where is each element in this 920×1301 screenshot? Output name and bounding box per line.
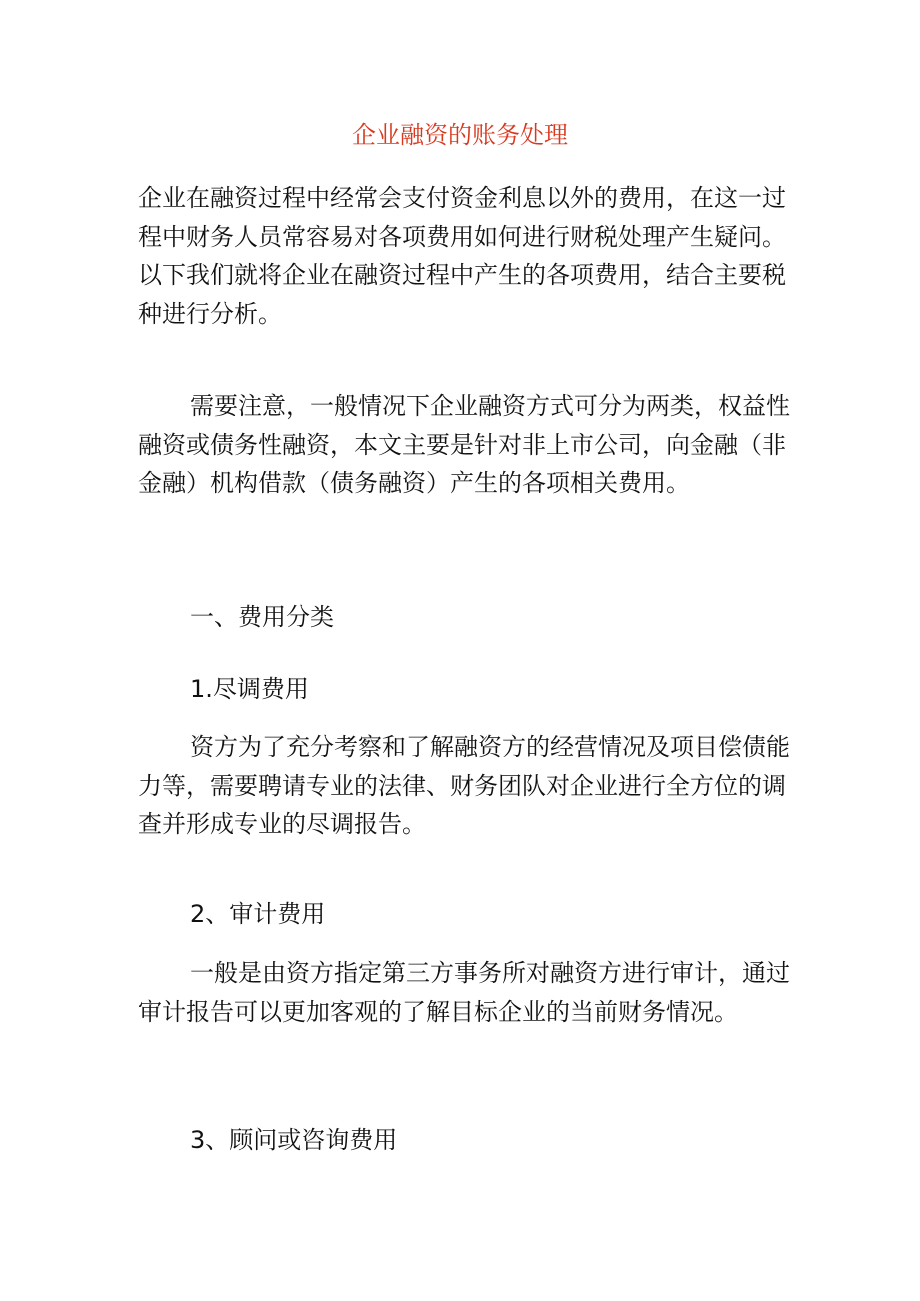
item-heading-audit: 2、审计费用 [190, 900, 326, 928]
item-text-due-diligence: 资方为了充分考察和了解融资方的经营情况及项目偿债能力等，需要聘请专业的法律、财务团队对企业进行全方位的调查并形成专业的尽调报告。 [138, 733, 790, 838]
item-text-audit: 一般是由资方指定第三方事务所对融资方进行审计，通过审计报告可以更加客观的了解目标企业的当前财务情况。 [138, 959, 790, 1026]
intro-paragraph: 企业在融资过程中经常会支付资金利息以外的费用，在这一过程中财务人员常容易对各项费用如何进行财税处理产生疑问。以下我们就将企业在融资过程中产生的各项费用，结合主要税种进行分析。 [138, 184, 786, 328]
item-heading-due-diligence: 1.尽调费用 [190, 675, 309, 703]
note-paragraph: 需要注意，一般情况下企业融资方式可分为两类，权益性融资或债务性融资，本文主要是针对非上市公司，向金融（非金融）机构借款（债务融资）产生的各项相关费用。 [138, 392, 790, 497]
item-heading-consulting: 3、顾问或咨询费用 [190, 1126, 398, 1154]
document-title: 企业融资的账务处理 [352, 121, 568, 149]
section-heading-fee-classification: 一、费用分类 [190, 603, 334, 631]
